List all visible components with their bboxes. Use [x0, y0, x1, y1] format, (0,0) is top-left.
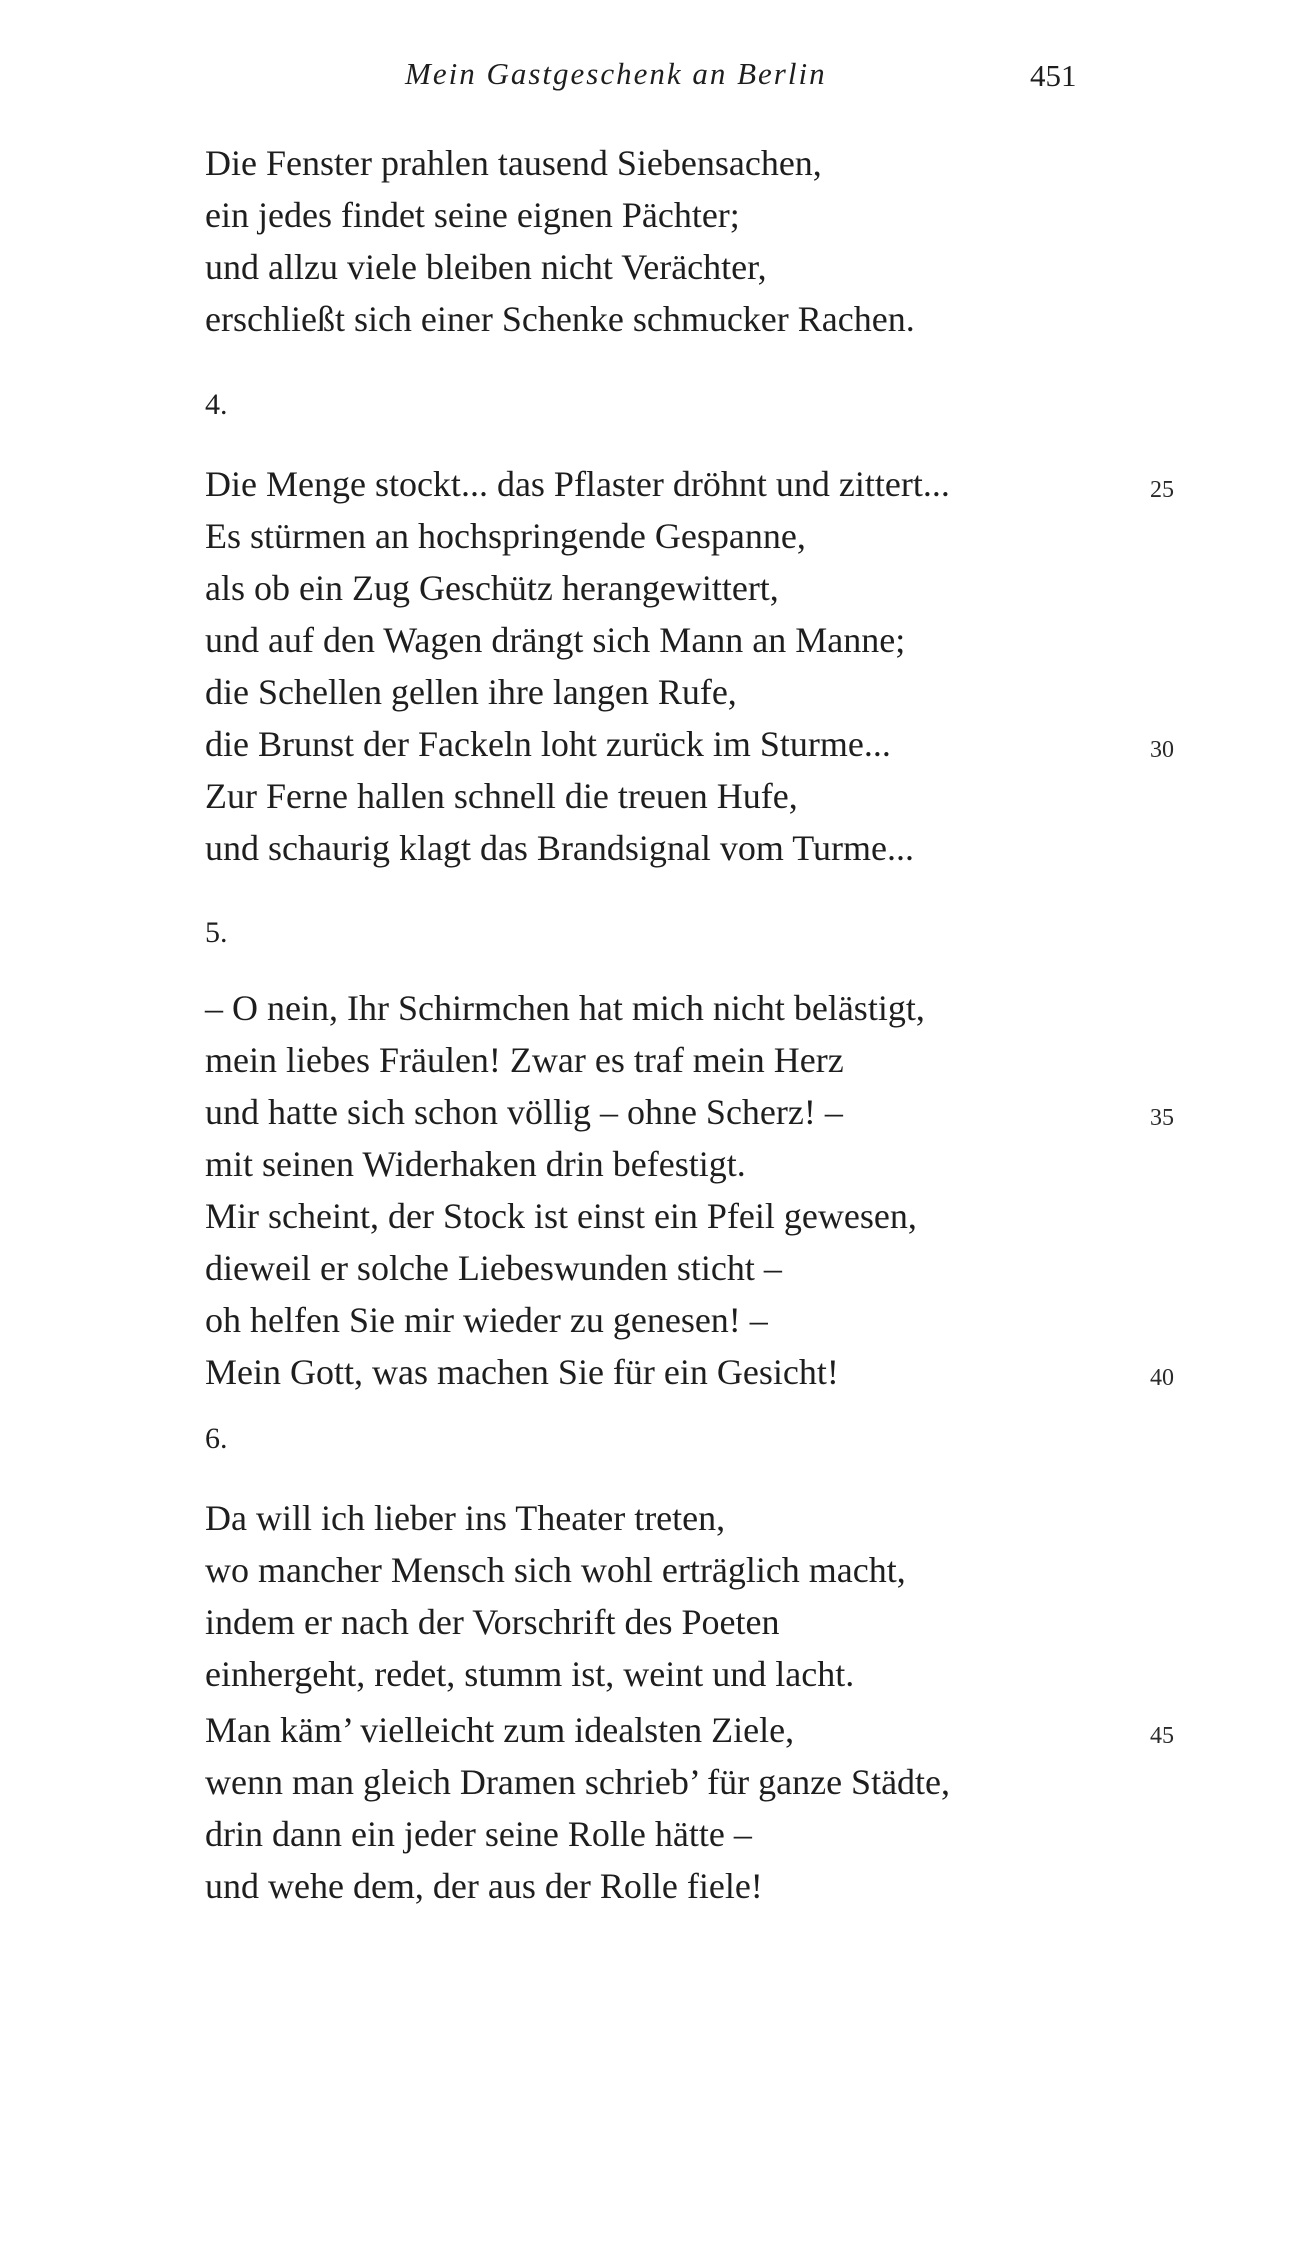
line-number: 40 [1150, 1365, 1174, 1391]
section-number: 5. [205, 916, 228, 949]
line-number: 25 [1150, 477, 1174, 503]
verse-line: mit seinen Widerhaken drin befestigt. [205, 1144, 746, 1184]
verse-line: indem er nach der Vorschrift des Poeten [205, 1602, 780, 1642]
verse-line: die Schellen gellen ihre langen Rufe, [205, 672, 737, 712]
verse-line: die Brunst der Fackeln loht zurück im Sturme... [205, 724, 891, 764]
verse-line: Man käm’ vielleicht zum idealsten Ziele, [205, 1710, 795, 1750]
verse-line: ein jedes findet seine eignen Pächter; [205, 195, 740, 235]
verse-line: als ob ein Zug Geschütz herangewittert, [205, 568, 779, 608]
verse-line: dieweil er solche Liebeswunden sticht – [205, 1248, 782, 1288]
verse-line: Die Menge stockt... das Pflaster dröhnt und zittert... [205, 464, 950, 504]
verse-line: Zur Ferne hallen schnell die treuen Hufe, [205, 776, 798, 816]
running-header-title: Mein Gastgeschenk an Berlin [405, 56, 827, 91]
line-number: 45 [1150, 1723, 1174, 1749]
verse-line: erschließt sich einer Schenke schmucker Rachen. [205, 299, 915, 339]
verse-line: wenn man gleich Dramen schrieb’ für ganze Städte, [205, 1762, 951, 1802]
verse-line: Es stürmen an hochspringende Gespanne, [205, 516, 806, 556]
verse-line: und allzu viele bleiben nicht Verächter, [205, 247, 767, 287]
verse-line: oh helfen Sie mir wieder zu genesen! – [205, 1300, 768, 1340]
verse-line: Mir scheint, der Stock ist einst ein Pfeil gewesen, [205, 1196, 917, 1236]
line-number: 30 [1150, 737, 1174, 763]
verse-line: und wehe dem, der aus der Rolle fiele! [205, 1866, 763, 1906]
line-number: 35 [1150, 1105, 1174, 1131]
verse-line: und hatte sich schon völlig – ohne Scherz! – [205, 1092, 843, 1132]
section-number: 4. [205, 388, 228, 421]
verse-line: mein liebes Fräulen! Zwar es traf mein Herz [205, 1040, 844, 1080]
section-number: 6. [205, 1422, 228, 1455]
verse-line: Da will ich lieber ins Theater treten, [205, 1498, 726, 1538]
verse-line: und auf den Wagen drängt sich Mann an Manne; [205, 620, 906, 660]
verse-line: einhergeht, redet, stumm ist, weint und lacht. [205, 1654, 855, 1694]
verse-line: – O nein, Ihr Schirmchen hat mich nicht belästigt, [205, 988, 925, 1028]
verse-line: Die Fenster prahlen tausend Siebensachen, [205, 143, 822, 183]
verse-line: und schaurig klagt das Brandsignal vom Turme... [205, 828, 914, 868]
verse-line: Mein Gott, was machen Sie für ein Gesicht! [205, 1352, 839, 1392]
page-number: 451 [1030, 58, 1077, 93]
verse-line: drin dann ein jeder seine Rolle hätte – [205, 1814, 752, 1854]
verse-line: wo mancher Mensch sich wohl erträglich macht, [205, 1550, 906, 1590]
